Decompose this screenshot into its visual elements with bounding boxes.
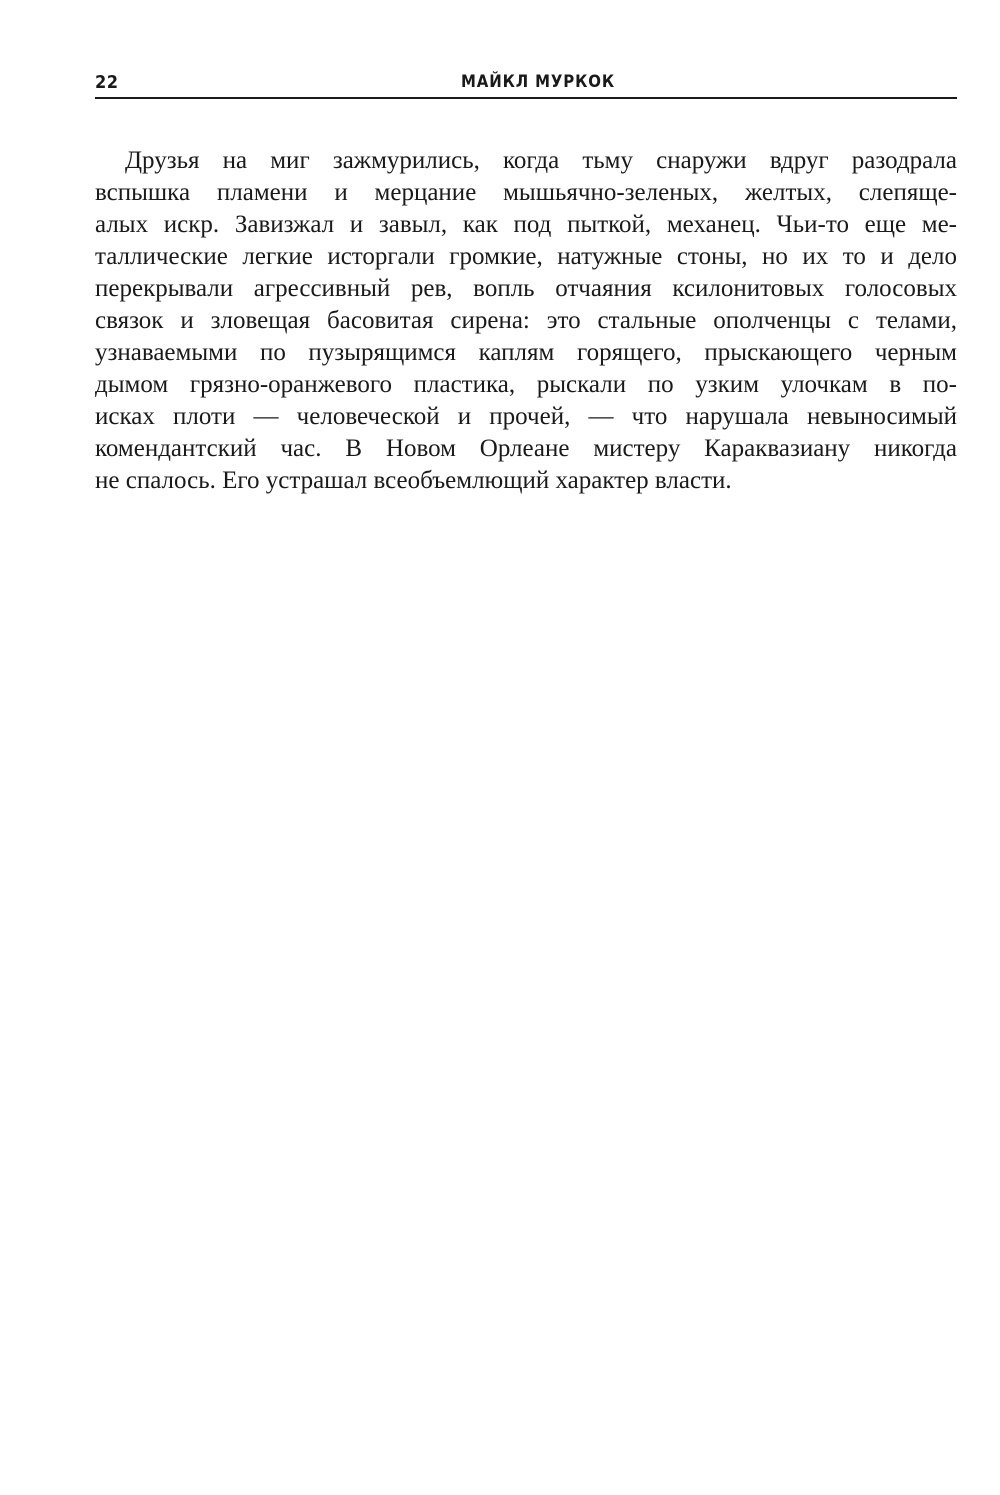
- text-line: дымом грязно-оранжевого пластика, рыскали по узким улочкам в по-: [95, 371, 957, 398]
- page-number: 22: [95, 72, 119, 93]
- text-line: алых искр. Завизжал и завыл, как под пыткой, механец. Чьи-то еще ме-: [95, 211, 957, 238]
- text-line: перекрывали агрессивный рев, вопль отчаяния ксилонитовых голосовых: [95, 275, 957, 302]
- running-title: МАЙКЛ МУРКОК: [461, 72, 615, 92]
- text-line: таллические легкие исторгали громкие, натужные стоны, но их то и дело: [95, 243, 957, 270]
- text-line: узнаваемыми по пузырящимся каплям горящего, прыскающего черным: [95, 339, 957, 366]
- header-rule: [95, 97, 957, 99]
- text-line: связок и зловещая басовитая сирена: это стальные ополченцы с телами,: [95, 307, 957, 334]
- body-paragraph: [95, 145, 957, 497]
- text-line: Друзья на миг зажмурились, когда тьму снаружи вдруг разодрала: [125, 147, 957, 174]
- running-head: [95, 68, 957, 98]
- text-line: не спалось. Его устрашал всеобъемлющий характер власти.: [95, 467, 732, 494]
- text-line: вспышка пламени и мерцание мышьячно-зеленых, желтых, слепяще-: [95, 179, 957, 206]
- text-line: исках плоти — человеческой и прочей, — что нарушала невыносимый: [95, 403, 957, 430]
- text-line: комендантский час. В Новом Орлеане мистеру Караквазиану никогда: [95, 435, 957, 462]
